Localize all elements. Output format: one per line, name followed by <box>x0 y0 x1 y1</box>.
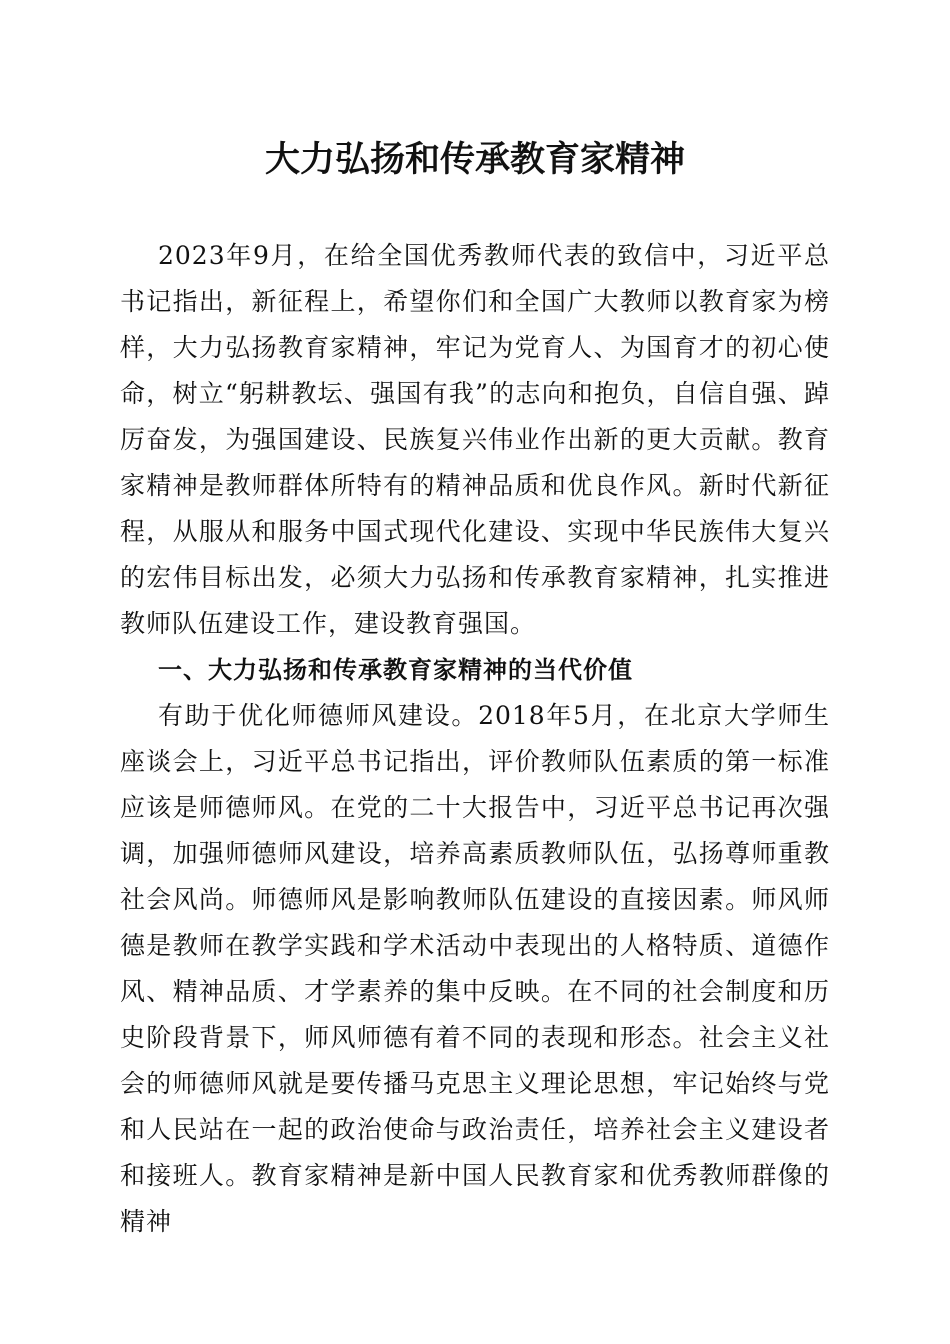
paragraph-teacher-ethics: 有助于优化师德师风建设。2018年5月，在北京大学师生座谈会上，习近平总书记指出，评价教师队伍素质的第一标准应该是师德师风。在党的二十大报告中，习近平总书记再次强调，加强师德师风建设，培养高素质教师队伍，弘扬尊师重教社会风尚。师德师风是影响教师队伍建设的直接因素。师风师德是教师在教学实践和学术活动中表现出的人格特质、道德作风、精神品质、才学素养的集中反映。在不同的社会制度和历史阶段背景下，师风师德有着不同的表现和形态。社会主义社会的师德师风就是要传播马克思主义理论思想，牢记始终与党和人民站在一起的政治使命与政治责任，培养社会主义建设者和接班人。教育家精神是新中国人民教育家和优秀教师群像的精神 <box>120 701 830 1236</box>
document-title: 大力弘扬和传承教育家精神 <box>264 140 685 180</box>
paragraph-intro: 2023年9月，在给全国优秀教师代表的致信中，习近平总书记指出，新征程上，希望你们和全国广大教师以教育家为榜样，大力弘扬教育家精神，牢记为党育人、为国育才的初心使命，树立“躬耕教坛、强国有我”的志向和抱负，自信自强、踔厉奋发，为强国建设、民族复兴伟业作出新的更大贡献。教育家精神是教师群体所特有的精神品质和优良作风。新时代新征程，从服从和服务中国式现代化建设、实现中华民族伟大复兴的宏伟目标出发，必须大力弘扬和传承教育家精神，扎实推进教师队伍建设工作，建设教育强国。 <box>120 241 830 638</box>
document-body <box>120 233 830 1245</box>
section-heading-1: 一、大力弘扬和传承教育家精神的当代价值 <box>158 656 633 684</box>
